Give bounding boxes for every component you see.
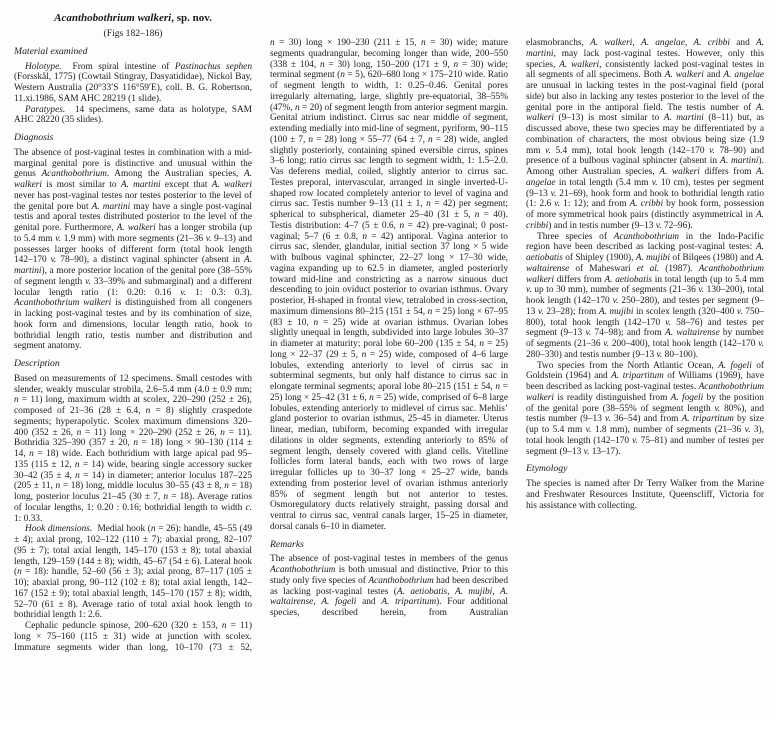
column-3 <box>526 12 764 740</box>
para-north-atlantic: Two species from the North Atlantic Ocean, A. fogeli of Goldstein (1964) and A. tripartitum of Williams (1969), have been described as lacking post-vaginal testes. Acanthobothrium walkeri is readily distinguished from A. fogeli by the position of the genital pore (38–55% of segment length v. 80%), and testis number (9–13 v. 36–54) and from A. tripartitum by size (up to 5.4 mm v. 1.8 mm), number of segments (21–36 v. 3), total hook length (142–170 v. 75–81) and number of testes per segment (9–13 v. 13–17). <box>526 360 764 457</box>
para-holotype: Holotype. From spiral intestine of Pastinachus sephen (Forsskål, 1775) (Cowtail Stingray, Dasyatididae), Nickol Bay, Western Australia (20°33′S 116°59′E), coll. B. G. Robertson, 11.xi.1986, SAM AHC 28219 (1 slide). <box>14 61 252 104</box>
species-name: Acanthobothrium walkeri <box>54 12 172 24</box>
para-indo-pacific: Three species of Acanthobothrium in the Indo-Pacific region have been described as lacking post-vaginal testes: A. aetiobatis of Shipley (1900), A. mujibi of Bilqees (1980) and A. waltairense of Maheswari et al. (1987). Acanthobothrium walkeri differs from A. aetiobatis in total length (up to 5.4 mm v. up to 30 mm), number of segments (21–36 v. 130–200), total hook length (142–170 v. 250–280), and testes per segment (9–13 v. 23–28); from A. mujibi in scolex length (320–400 v. 750–800), total hook length (142–170 v. 58–76) and testes per segment (9–13 v. 74–98); and from A. waltairense by number of segments (21–36 v. 200–400), total hook length (142–170 v. 280–330) and testis number (9–13 v. 80–100). <box>526 231 764 360</box>
para-diagnosis: The absence of post-vaginal testes in combination with a mid-marginal genital pore is distinctive and unusual within the genus Acanthobothrium. Among the Australian species, A. walkeri is most similar to A. martini except that A. walkeri never has post-vaginal testes nor testes posterior to the level of the genital pore but A. martini may have a single post-vaginal testis and aporal testes distributed posterior to the level of the genital pore. Furthermore, A. walkeri has a longer strobila (up to 5.4 mm v. 1.9 mm) with more segments (21–36 v. 9–13) and possesses larger hooks of different form (total hook length 142–170 v. 78–90), a distinct vaginal sphincter (absent in A. martini), a more posterior location of the genital pore (38–55% of segment length v. 33–39% and submarginal) and a different locular length ratio (1: 0.20: 0.16 v. 1: 0.3: 0.3). Acanthobothrium walkeri is distinguished from all congeners in lacking post-vaginal testes and by its combination of size, hook form and dimensions, locular length ratio, hook to bothridial length ratio, testis number and distribution and segment anatomy. <box>14 147 252 352</box>
heading-remarks: Remarks <box>270 538 304 550</box>
column-3-body <box>526 38 764 511</box>
column-1 <box>14 12 252 714</box>
figs-reference: (Figs 182–186) <box>103 28 163 39</box>
column-2-body <box>270 38 508 619</box>
heading-material-examined: Material examined <box>14 45 88 57</box>
para-paratypes: Paratypes. 14 specimens, same data as holotype, SAM AHC 28220 (35 slides). <box>14 104 252 126</box>
heading-description: Description <box>14 358 60 369</box>
para-remarks-1: The absence of post-vaginal testes in members of the genus Acanthobothrium is both unusual and distinctive. Prior to this study only five species of Acanthobothrium had been described as lacking post-vaginal testes (A. aetiobatis, A. mujibi, A. waltairense, A. fogeli and A. tripartitum). Four additional species, described herein, from Australian <box>270 554 508 618</box>
para-hook-dimensions: Hook dimensions. Medial hook (n = 26): handle, 45–55 (49 ± 4); axial prong, 102–122 (110 ± 7); abaxial prong, 82–107 (95 ± 7); total axial length, 145–170 (153 ± 8); total abaxial length, 129–159 (144 ± 8); width, 45–67 (54 ± 6). Lateral hook (n = 18): handle, 52–60 (56 ± 3); axial prong, 87–117 (105 ± 10); abaxial prong, 90–112 (102 ± 8); total axial length, 142–167 (152 ± 9); total abaxial length, 145–170 (157 ± 8); width, 52–70 (61 ± 8). Average ratio of total axial hook length to bothridial length 1: 2.6. <box>14 524 252 621</box>
para-segments-continuation: n = 30) long × 190–230 (211 ± 15, n = 30) wide; mature segments quadrangular, becoming longer than wide, 200–550 (338 ± 104, n = 30) long, 150–200 (171 ± 9, n = 30) wide; terminal segment (n = 5), 620–680 long × 175–210 wide. Ratio of segment length to width, 1: 0.25–0.46. Genital pores irregularly alternating, large, slightly pre-equatorial, 38–55% (47%, n = 20) of segment length from anterior segment margin. Genital atrium indistinct. Cirrus sac near middle of segment, extending medially into mid-line of segment, pyriform, 90–115 (100 ± 7, n = 28) long × 55–77 (64 ± 7, n = 28) wide, angled slightly posteriorly, containing spined eversible cirrus, spines 3–6 long; ratio cirrus sac length to segment width, 1: 1.5–2.0. Vas deferens medial, coiled, slightly anterior to cirrus sac. Testes preporal, intervascular, arranged in single inverted-U-shaped row located completely anterior to level of vagina and cirrus sac. Testis number 9–13 (11 ± 1, n = 42) per segment; spherical to subspherical, diameter 25–40 (31 ± 5, n = 40). Testis distribution: 4–7 (5 ± 0.6, n = 42) pre-vaginal; 0 post-vaginal; 5–7 (6 ± 0.8, n = 42) antiporal. Vagina anterior to cirrus sac, slender, glandular, initial section 37 long × 5 wide with bulbous vaginal sphincter, 22–27 long × 17–30 wide, vagina expanding up to 62.5 in diameter, angled posteriorly toward mid-line and constricting as a narrow sinuous duct descending to join oviduct posterior to ovarian isthmus. Ovary posterior, H-shaped in frontal view, tetralobed in cross-section, maximum dimensions 80–215 (151 ± 54, n = 25) long × 67–95 (83 ± 10, n = 25) wide at ovarian isthmus. Ovarian lobes slightly unequal in length, subdivided into large lobules 30–37 in diameter at maturity; poral lobe 60–200 (135 ± 54, n = 25) long × 22–37 (29 ± 5, n = 25) wide, composed of 4–6 large lobules, extending anteriorly to level of cirrus sac in subterminal segments, but only half distance to cirrus sac in elongate terminal segments; aporal lobe 80–215 (151 ± 54, n = 25) long × 25–42 (31 ± 6, n = 25) wide, comprised of 6–8 large lobules, extending anteriorly to midlevel of cirrus sac. Mehlis’ gland posterior to ovarian isthmus, 25–45 in diameter. Uterus linear, median, tubiform, becoming expanded with irregular dilations in older segments, extending anteriorly to 85% of segment length, densely covered with gland cells. Vitelline follicles form lateral bands, each with two rows of large irregular follicles up to 30–37 long × 25–27 wide, bands extending from posterior level of ovarian isthmus anteriorly 85% of segment length but not anterior to testes. Osmoregulatory ducts relatively straight, passing dorsal and ventral to cirrus sac, ventral canals larger, 15–25 in diameter, dorsal canals 6–10 in diameter. <box>270 38 508 532</box>
para-cephalic-peduncle: Cephalic peduncle spinose, 200–620 (320 ± 153, n = 11) long × 75–160 (115 ± 31) wide at junction with scolex. Immature segments wider than long, 10–170 (73 ± 52, <box>14 621 252 653</box>
title-suffix: , sp. nov. <box>171 12 212 24</box>
heading-etymology: Etymology <box>526 463 568 475</box>
para-remarks-2: elasmobranchs, A. walkeri, A. angelae, A. cribbi and A. martini, may lack post-vaginal testes. However, only this species, A. walkeri, consistently lacked post-vaginal testes in all segments of all specimens. Both A. walkeri and A. angelae are unusual in lacking testes in the post-vaginal field (poral side) but also in lacking any testes posterior to the level of the genital pore in the antiporal field. The testis number of A. walkeri (9–13) is most similar to A. martini (8–11) but, as discussed above, these two species may be differentiated by a combination of characters, the most obvious being size (1.9 mm v. 5.4 mm), total hook length (142–170 v. 78–90) and presence of a bulbous vaginal sphincter (absent in A. martini). Among other Australian species, A. walkeri differs from A. angelae in total length (5.4 mm v. 10 cm), testes per segment (9–13 v. 21–69), hook form and hook to bothridial length ratio (1: 2.6 v. 1: 12); and from A. cribbi by hook form, possession of more symmetrical hook pairs (distinctly asymmetrical in A. cribbi) and in testis number (9–13 v. 72–96). <box>526 38 764 231</box>
page-title <box>14 12 252 25</box>
para-description-measurements: Based on measurements of 12 specimens. Small cestodes with slender, weakly muscular strobila, 2.6–5.4 mm (4.0 ± 0.9 mm; n = 11) long, maximum width at scolex, 220–290 (252 ± 26), composed of 21–36 (28 ± 6.4, n = 8) slightly craspedote segments; hyperapolytic. Scolex maximum dimensions 320–400 (352 ± 26, n = 11) long × 220–290 (252 ± 26, n = 11). Bothridia 325–390 (357 ± 20, n = 18) long × 90–130 (114 ± 14, n = 18) wide. Each bothridium with large apical pad 95–135 (115 ± 12, n = 14) wide, bearing single accessory sucker 30–42 (35 ± 4, n = 14) in diameter; anterior loculus 187–225 (205 ± 11, n = 18) long, middle loculus 30–55 (43 ± 8, n = 18) long, posterior loculus 21–45 (30 ± 7, n = 18). Average ratios of locular lengths, 1: 0.20 : 0.16; bothridial length to width c. 1: 0.33. <box>14 373 252 524</box>
title-block <box>14 12 252 40</box>
column-2 <box>270 12 508 740</box>
heading-diagnosis: Diagnosis <box>14 132 54 143</box>
para-etymology: The species is named after Dr Terry Walker from the Marine and Freshwater Resources Institute, Queenscliff, Victoria for his assistance with collecting. <box>526 479 764 511</box>
column-1-body <box>14 47 252 654</box>
